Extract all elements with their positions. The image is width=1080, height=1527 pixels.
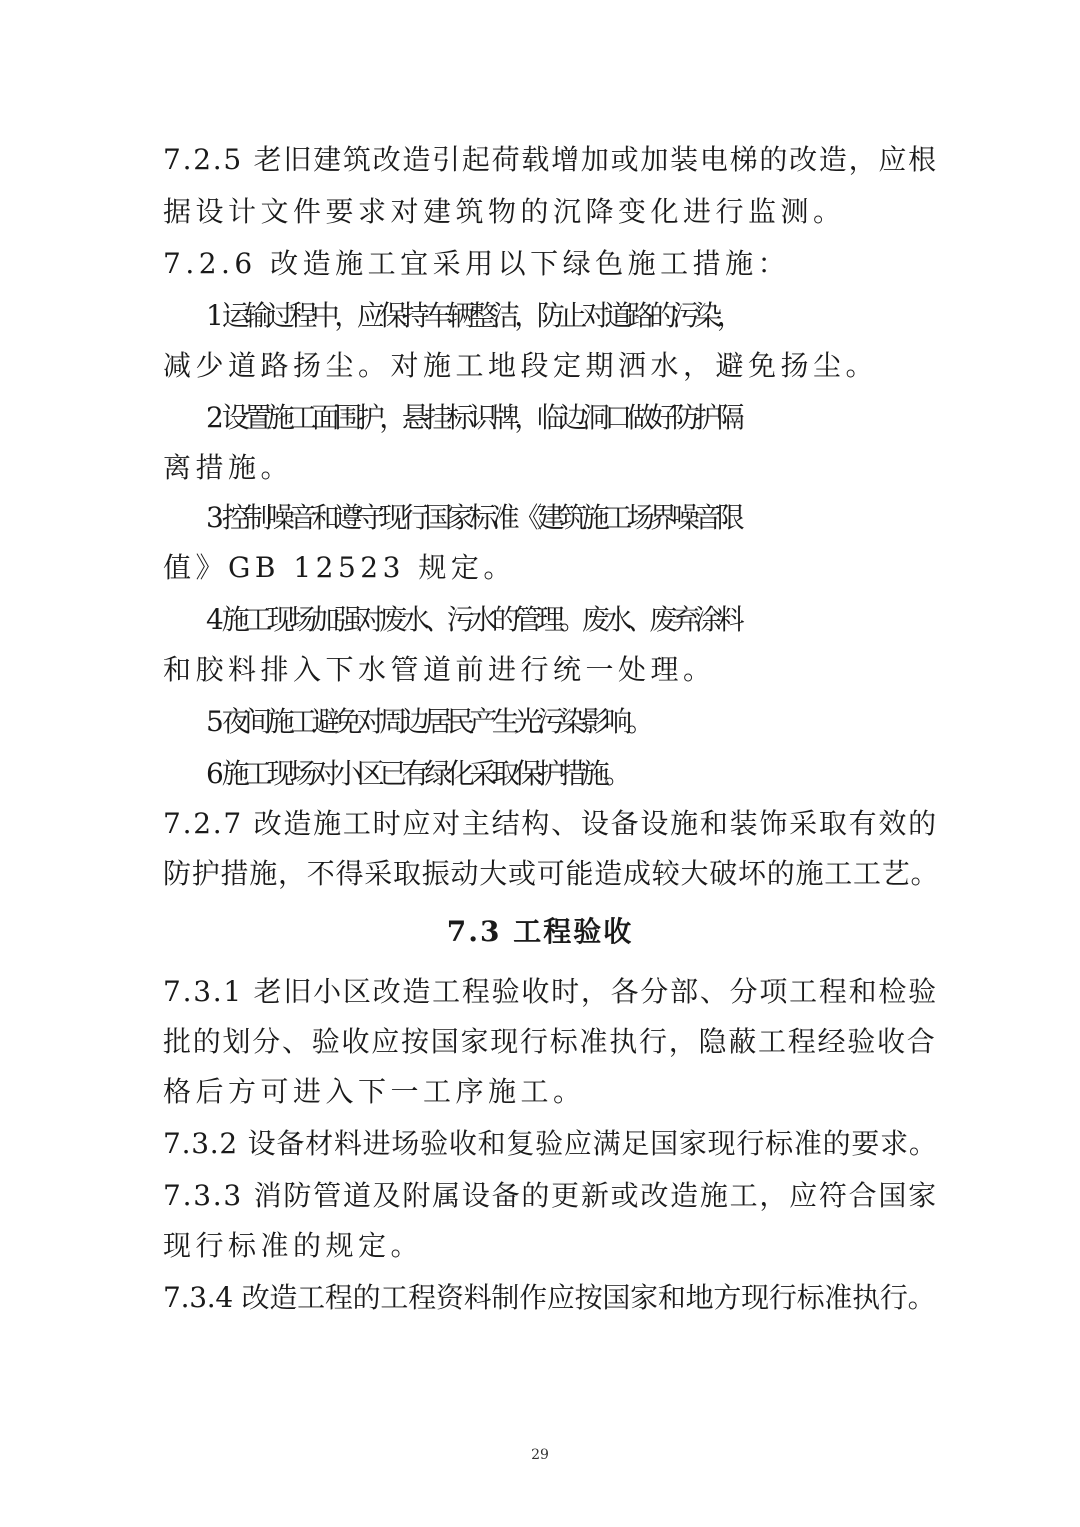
clause-7-3-1-line-3: 格后方可进入下一工序施工。 <box>163 1075 586 1108</box>
clause-7-2-5-line-1: 7.2.5 老旧建筑改造引起荷载增加或加装电梯的改造，应根 <box>163 143 938 176</box>
item-4-line-1: 4 施工现场加强对废水、污水的管理。废水、废弃涂料 <box>206 603 740 636</box>
clause-7-3-3-line-1: 7.3.3 消防管道及附属设备的更新或改造施工，应符合国家 <box>163 1179 938 1212</box>
clause-7-3-3-line-2: 现行标准的规定。 <box>163 1229 424 1262</box>
item-1-line-1: 1 运输过程中，应保持车辆整洁，防止对道路的污染， <box>206 299 740 332</box>
item-4-line-2: 和胶料排入下水管道前进行统一处理。 <box>163 653 716 686</box>
item-3-line-2: 值》GB 12523 规定。 <box>163 551 516 584</box>
clause-7-3-1-line-2: 批的划分、验收应按国家现行标准执行，隐蔽工程经验收合 <box>163 1025 937 1058</box>
clause-7-3-1-line-1: 7.3.1 老旧小区改造工程验收时，各分部、分项工程和检验 <box>163 975 938 1008</box>
clause-7-3-4-line-1: 7.3.4 改造工程的工程资料制作应按国家和地方现行标准执行。 <box>163 1281 936 1314</box>
item-1-line-2: 减少道路扬尘。对施工地段定期洒水，避免扬尘。 <box>163 349 879 382</box>
item-6-line-1: 6 施工现场对小区已有绿化采取保护措施。 <box>206 757 627 790</box>
item-5-line-1: 5 夜间施工避免对周边居民产生光污染影响。 <box>206 705 650 738</box>
item-2-line-2: 离措施。 <box>163 451 294 484</box>
item-2-line-1: 2 设置施工面围护，悬挂标识牌，临边洞口做好防护隔 <box>206 401 740 434</box>
clause-7-2-6-line-1: 7.2.6 改造施工宜采用以下绿色施工措施： <box>163 247 791 280</box>
clause-7-2-5-line-2: 据设计文件要求对建筑物的沉降变化进行监测。 <box>163 195 846 228</box>
clause-7-2-7-line-1: 7.2.7 改造施工时应对主结构、设备设施和装饰采取有效的 <box>163 807 938 840</box>
page-number: 29 <box>531 1447 549 1463</box>
section-heading: 7.3 工程验收 <box>446 915 634 948</box>
clause-7-2-7-line-2: 防护措施，不得采取振动大或可能造成较大破坏的施工工艺。 <box>163 857 940 890</box>
clause-7-3-2-line-1: 7.3.2 设备材料进场验收和复验应满足国家现行标准的要求。 <box>163 1127 938 1160</box>
item-3-line-1: 3 控制噪音和遵守现行国家标准《建筑施工场界噪音限 <box>206 501 740 534</box>
